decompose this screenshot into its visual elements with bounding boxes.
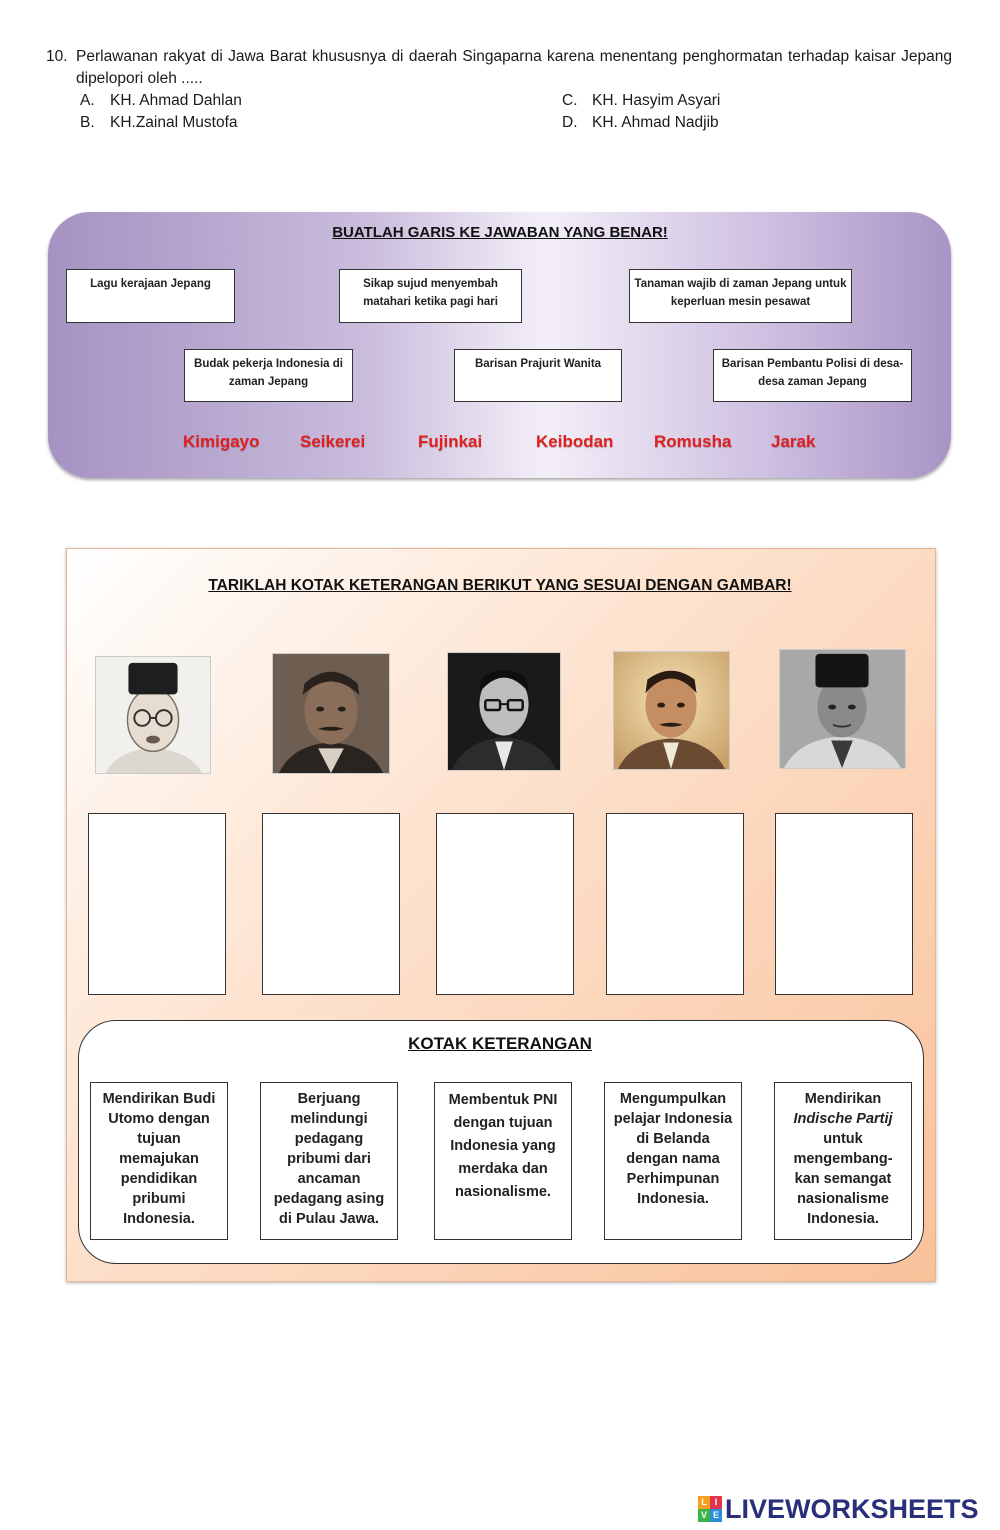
answer-seikerei[interactable]: Seikerei xyxy=(300,432,366,451)
logo-mark-icon xyxy=(698,1496,722,1522)
matching-title: BUATLAH GARIS KE JAWABAN YANG BENAR! xyxy=(332,224,668,241)
portrait-4-image xyxy=(613,651,730,770)
answer-fujinkai[interactable]: Fujinkai xyxy=(418,432,483,451)
liveworksheets-logo xyxy=(698,1494,979,1524)
answer-keibodan[interactable]: Keibodan xyxy=(536,432,614,451)
keterangan-card-5-italic: Indische Partij xyxy=(793,1111,893,1127)
match-box-3[interactable]: Tanaman wajib di zaman Jepang untuk keperluan mesin pesawat xyxy=(629,269,852,323)
question-number: 10. xyxy=(46,48,68,65)
keterangan-card-3[interactable]: Membentuk PNI dengan tujuan Indonesia yang merdaka dan nasionalisme. xyxy=(434,1082,572,1240)
keterangan-card-1[interactable]: Mendirikan Budi Utomo dengan tujuan memajukan pendidikan pribumi Indonesia. xyxy=(90,1082,228,1240)
keterangan-card-5-post: untuk mengembang-kan semangat nasionalisme Indonesia. xyxy=(793,1131,893,1227)
question-text: Perlawanan rakyat di Jawa Barat khususnya di daerah Singaparna karena menentang penghormatan terhadap kaisar Jepang dipelopori oleh ..... xyxy=(76,48,952,87)
keterangan-card-2[interactable]: Berjuang melindungi pedagang pribumi dari ancaman pedagang asing di Pulau Jawa. xyxy=(260,1082,398,1240)
match-box-2[interactable]: Sikap sujud menyembah matahari ketika pagi hari xyxy=(339,269,522,323)
keterangan-card-5-pre: Mendirikan xyxy=(804,1091,882,1107)
drop-box-5[interactable] xyxy=(775,813,913,995)
portrait-3-image xyxy=(447,652,561,771)
option-d[interactable]: D. KH. Ahmad Nadjib xyxy=(562,114,719,131)
answer-romusha[interactable]: Romusha xyxy=(654,432,732,451)
match-box-1[interactable]: Lagu kerajaan Jepang xyxy=(66,269,235,323)
option-c[interactable]: C. KH. Hasyim Asyari xyxy=(562,92,721,109)
keterangan-title: KOTAK KETERANGAN xyxy=(408,1034,592,1053)
drop-box-4[interactable] xyxy=(606,813,744,995)
logo-letter-l: L xyxy=(698,1496,710,1509)
portrait-2-image xyxy=(272,653,390,774)
match-box-5[interactable]: Barisan Prajurit Wanita xyxy=(454,349,622,402)
drop-box-2[interactable] xyxy=(262,813,400,995)
keterangan-card-5[interactable] xyxy=(774,1082,912,1240)
answer-jarak[interactable]: Jarak xyxy=(771,432,816,451)
drop-box-1[interactable] xyxy=(88,813,226,995)
option-a[interactable]: A. KH. Ahmad Dahlan xyxy=(80,92,242,109)
logo-letter-v: V xyxy=(698,1509,710,1522)
logo-text: LIVEWORKSHEETS xyxy=(725,1493,979,1524)
keterangan-card-4[interactable]: Mengumpulkan pelajar Indonesia di Belanda dengan nama Perhimpunan Indonesia. xyxy=(604,1082,742,1240)
answer-row xyxy=(0,432,1000,456)
answer-kimigayo[interactable]: Kimigayo xyxy=(183,432,260,451)
question-10 xyxy=(46,46,952,90)
match-box-4[interactable]: Budak pekerja Indonesia di zaman Jepang xyxy=(184,349,353,402)
portrait-1-image xyxy=(95,656,211,774)
match-box-6[interactable]: Barisan Pembantu Polisi di desa-desa zaman Jepang xyxy=(713,349,912,402)
drop-box-3[interactable] xyxy=(436,813,574,995)
logo-letter-i: I xyxy=(710,1496,722,1509)
portrait-5-image xyxy=(779,649,906,769)
option-b[interactable]: B. KH.Zainal Mustofa xyxy=(80,114,238,131)
logo-letter-e: E xyxy=(710,1509,722,1522)
drag-title: TARIKLAH KOTAK KETERANGAN BERIKUT YANG SESUAI DENGAN GAMBAR! xyxy=(208,577,792,594)
